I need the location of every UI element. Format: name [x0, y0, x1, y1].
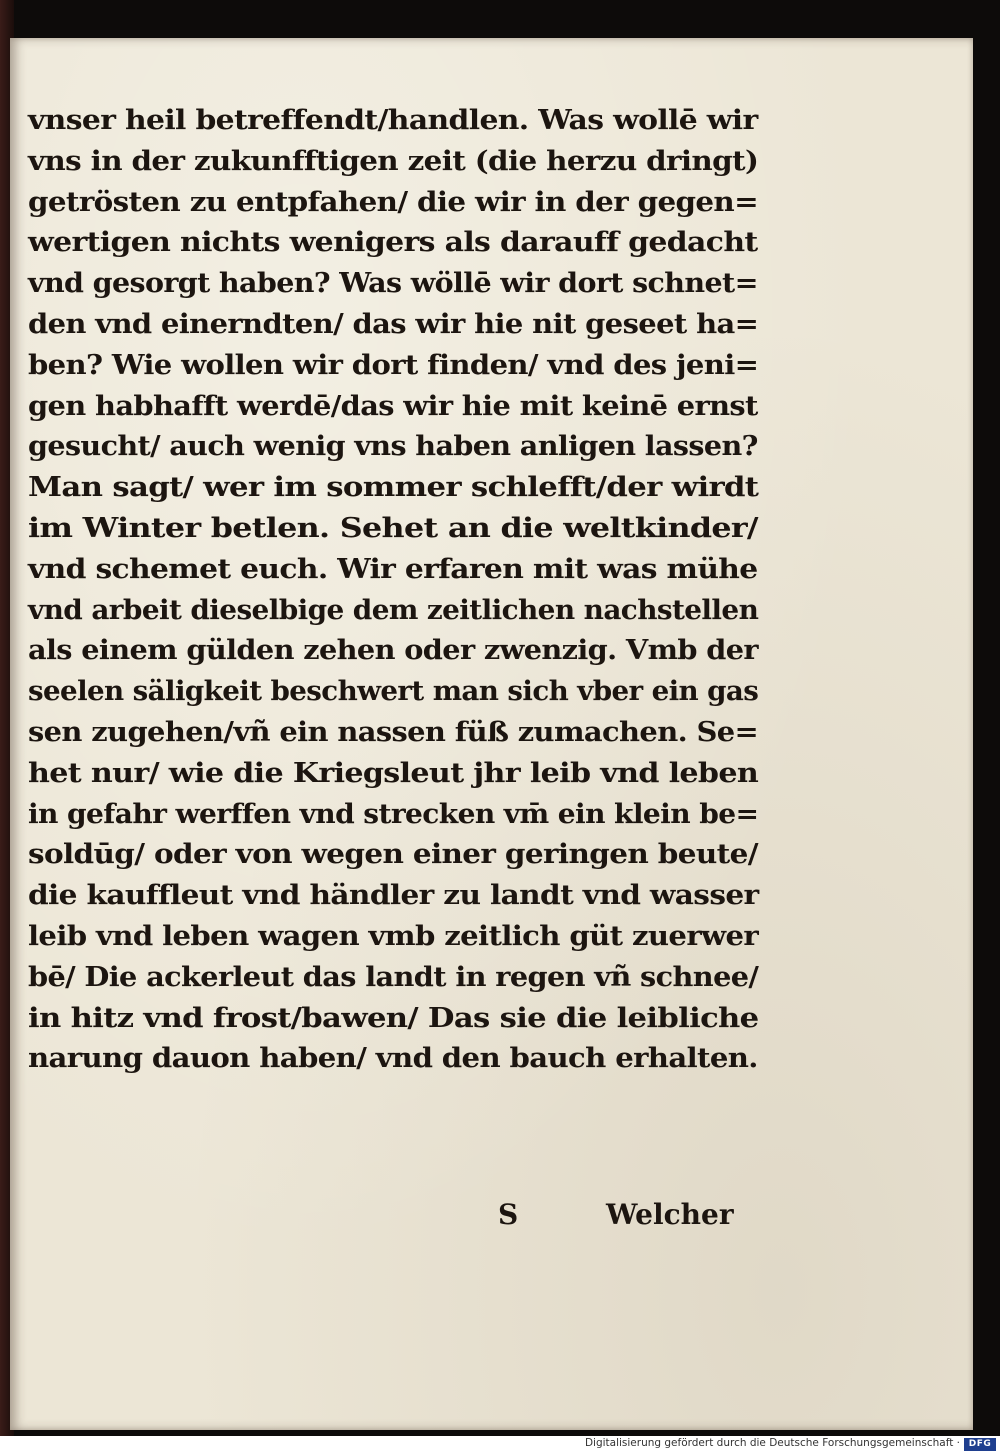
text-line: vnd schemet euch. Wir erfaren mit was mühe: [28, 552, 758, 585]
text-line: narung dauon haben/ vnd den bauch erhalten.: [28, 1042, 758, 1075]
text-line: in gefahr werffen vnd strecken vm̄ ein klein be=: [28, 797, 759, 830]
text-line: het nur/ wie die Kriegsleut jhr leib vnd leben: [28, 756, 759, 789]
text-line: als einem gülden zehen oder zwenzig. Vmb der: [28, 634, 758, 667]
text-line: vns in der zukunfftigen zeit (die herzu dringt): [28, 144, 759, 177]
text-line: vnser heil betreffendt/handlen. Was wollē wir: [28, 104, 758, 136]
text-line: im Winter betlen. Sehet an die weltkinder/: [28, 511, 758, 544]
text-line: Man sagt/ wer im sommer schlefft/der wirdt: [28, 471, 759, 504]
text-line: seelen säligkeit beschwert man sich vber ein gas: [28, 675, 759, 708]
catchword: Welcher: [606, 1198, 734, 1231]
dfg-logo: DFG: [964, 1438, 996, 1451]
book-page: [10, 38, 973, 1430]
text-line: gesucht/ auch wenig vns haben anligen lassen?: [28, 430, 758, 463]
body-text: [28, 100, 758, 1079]
text-line: ben? Wie wollen wir dort finden/ vnd des jeni=: [28, 348, 759, 381]
text-line: wertigen nichts wenigers als darauff gedacht: [28, 226, 758, 259]
text-line: leib vnd leben wagen vmb zeitlich güt zuerwer: [28, 919, 759, 952]
text-line: vnd gesorgt haben? Was wöllē wir dort schnet=: [28, 267, 758, 300]
page-foot: [28, 1198, 758, 1240]
text-line: bē/ Die ackerleut das landt in regen vñ schnee/: [28, 960, 759, 993]
text-line: gen habhafft werdē/das wir hie mit keinē ernst: [28, 389, 758, 422]
text-line: vnd arbeit dieselbige dem zeitlichen nachstellen: [28, 593, 759, 626]
text-line: in hitz vnd frost/bawen/ Das sie die leibliche: [28, 1001, 759, 1034]
footer-bar: [0, 1436, 1000, 1454]
text-line: den vnd einerndten/ das wir hie nit geseet ha=: [28, 307, 759, 340]
text-line: die kauffleut vnd händler zu landt vnd wasser: [28, 879, 759, 912]
text-line: sen zugehen/vñ ein nassen füß zumachen. Se=: [28, 715, 759, 748]
text-line: getrösten zu entpfahen/ die wir in der gegen=: [28, 185, 759, 218]
funding-credit: Digitalisierung gefördert durch die Deutsche Forschungsgemeinschaft ·: [584, 1437, 960, 1449]
text-line: soldūg/ oder von wegen einer geringen beute/: [28, 838, 758, 871]
signature-mark: S: [498, 1198, 519, 1231]
